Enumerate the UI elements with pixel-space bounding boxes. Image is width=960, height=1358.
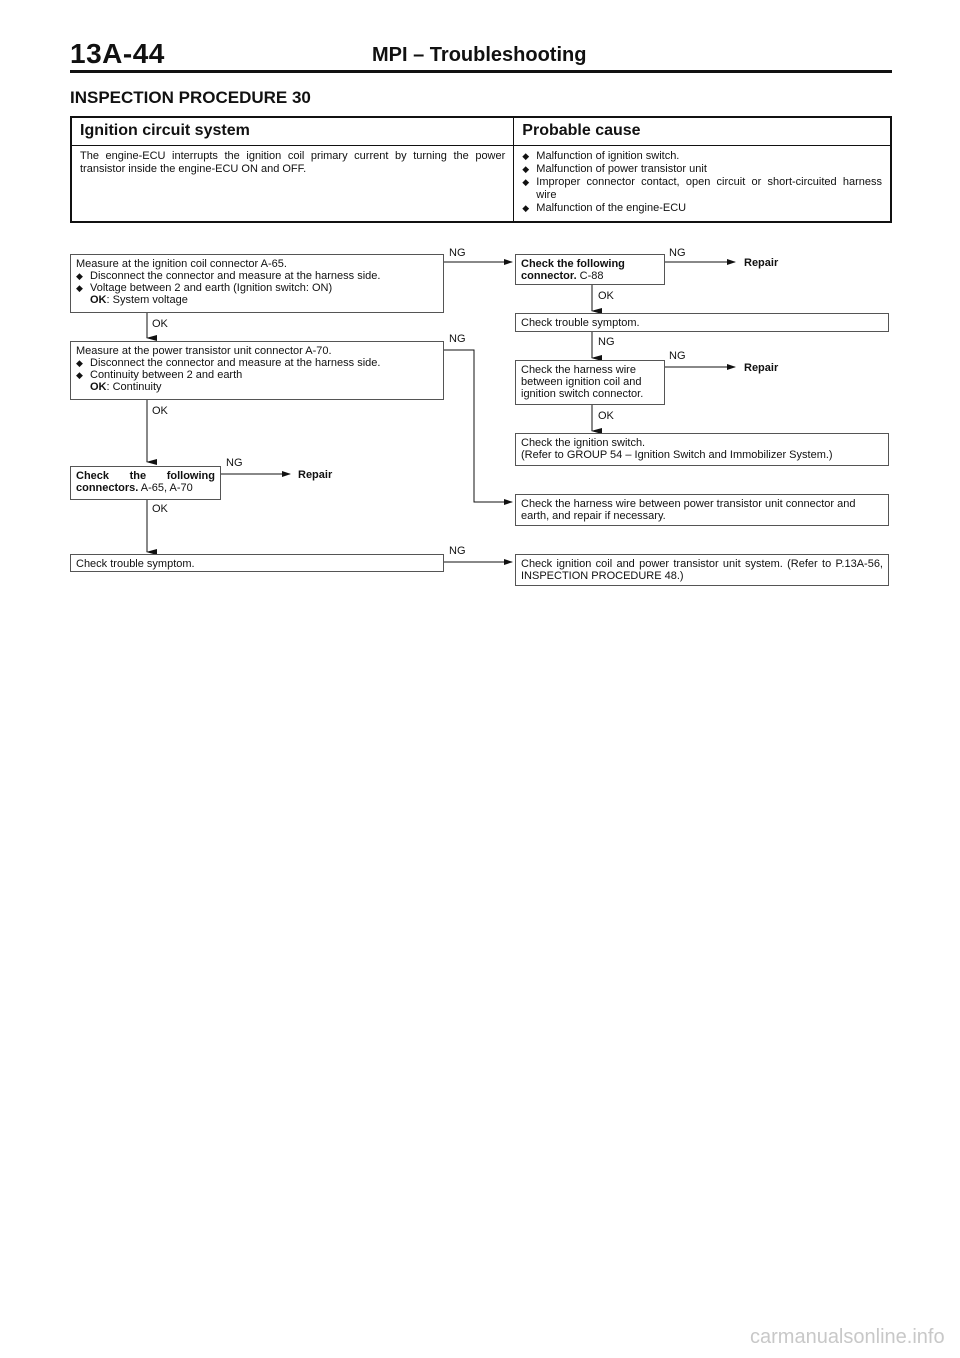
step-title: Check the following connector. (521, 258, 625, 282)
reference-note: (Refer to GROUP 54 – Ignition Switch and Immobilizer System.) (521, 449, 833, 461)
repair-label: Repair (744, 362, 779, 374)
col-header-cause: Probable cause (514, 117, 891, 146)
step-check-trouble-symptom: Check trouble symptom. (70, 554, 444, 572)
ok-label: OK (152, 503, 168, 515)
page-number: 13A-44 (70, 38, 165, 69)
connector-ids: C-88 (576, 270, 604, 282)
repair-label: Repair (744, 257, 779, 269)
step-check-ignition-system: Check ignition coil and power transistor unit system. (Refer to P.13A-56, INSPECTION PROCEDURE 48.) (515, 554, 889, 586)
cause-item: ◆ Malfunction of power transistor unit (522, 163, 882, 176)
step-bullet: ◆ Disconnect the connector and measure at the harness side. (76, 270, 438, 282)
repair-label: Repair (298, 469, 333, 481)
step-title: Check the following connectors. (76, 470, 215, 494)
procedure-title: INSPECTION PROCEDURE 30 (70, 88, 311, 107)
step-check-connector-c88 (515, 254, 665, 285)
ok-criterion: OK: System voltage (90, 294, 188, 306)
step-check-connectors (70, 466, 221, 500)
ok-label: OK (152, 318, 168, 330)
step-title: Measure at the power transistor unit connector A-70. (76, 345, 332, 357)
system-description: The engine-ECU interrupts the ignition coil primary current by turning the power transistor inside the engine-ECU ON and OFF. (80, 150, 506, 175)
ok-label: OK (152, 405, 168, 417)
ng-label: NG (669, 350, 686, 362)
connector-ids: A-65, A-70 (138, 482, 193, 494)
ok-label: OK (598, 290, 614, 302)
cause-item: ◆ Improper connector contact, open circuit or short-circuited harness wire (522, 176, 882, 202)
ng-arrow (444, 350, 512, 502)
ng-label: NG (669, 247, 686, 259)
step-check-harness-ignition-switch: Check the harness wire between ignition coil and ignition switch connector. (515, 360, 665, 405)
step-check-ignition-switch (515, 433, 889, 466)
step-check-harness-power-transistor: Check the harness wire between power transistor unit connector and earth, and repair if necessary. (515, 494, 889, 526)
step-measure-ignition-coil (70, 254, 444, 313)
step-bullet: ◆ Disconnect the connector and measure at the harness side. (76, 357, 438, 369)
ok-criterion: OK: Continuity (90, 381, 162, 393)
step-bullet: ◆ Voltage between 2 and earth (Ignition switch: ON) (76, 282, 438, 294)
ng-label: NG (449, 247, 466, 259)
ok-label: OK (598, 410, 614, 422)
ng-label: NG (226, 457, 243, 469)
footer-watermark: carmanualsonline.info (750, 1326, 945, 1348)
section-title: MPI – Troubleshooting (372, 44, 587, 66)
ng-label: NG (598, 336, 615, 348)
ng-label: NG (449, 333, 466, 345)
step-title: Measure at the ignition coil connector A-65. (76, 258, 287, 270)
cause-item: ◆ Malfunction of the engine-ECU (522, 202, 882, 215)
cause-item: ◆ Malfunction of ignition switch. (522, 150, 882, 163)
ng-label: NG (449, 545, 466, 557)
step-title: Check the ignition switch. (521, 437, 646, 449)
step-check-trouble-symptom-2: Check trouble symptom. (515, 313, 889, 332)
step-measure-power-transistor (70, 341, 444, 400)
step-bullet: ◆ Continuity between 2 and earth (76, 369, 438, 381)
col-header-system: Ignition circuit system (71, 117, 514, 146)
